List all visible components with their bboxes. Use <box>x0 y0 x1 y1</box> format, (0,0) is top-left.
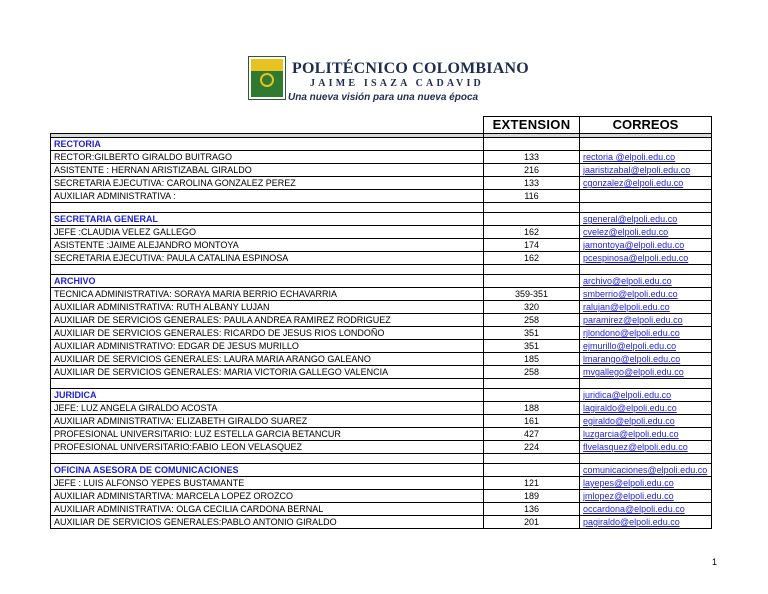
staff-email-link[interactable]: jamontoya@elpoli.edu.co <box>580 239 712 252</box>
staff-extension: 359-351 <box>484 288 580 301</box>
staff-extension: 224 <box>484 441 580 454</box>
section-extension <box>484 275 580 288</box>
table-row <box>51 190 712 203</box>
staff-extension: 258 <box>484 314 580 327</box>
section-row <box>51 275 712 288</box>
section-email-link[interactable]: comunicaciones@elpoli.edu.co <box>580 464 712 477</box>
staff-email-link[interactable]: jmlopez@elpoli.edu.co <box>580 490 712 503</box>
staff-email-link[interactable]: cvelez@elpoli.edu.co <box>580 226 712 239</box>
empty-cell <box>580 203 712 213</box>
empty-cell <box>51 379 484 389</box>
staff-email-link[interactable]: rectoria @elpoli.edu.co <box>580 151 712 164</box>
staff-email-link[interactable] <box>580 190 712 203</box>
section-extension <box>484 138 580 151</box>
table-row <box>51 503 712 516</box>
empty-cell <box>51 203 484 213</box>
staff-name: JEFE: LUZ ANGELA GIRALDO ACOSTA <box>51 402 484 415</box>
table-row <box>51 151 712 164</box>
empty-cell <box>51 454 484 464</box>
section-email-link[interactable] <box>580 138 712 151</box>
institution-logo-icon <box>248 56 286 100</box>
org-name: POLITÉCNICO COLOMBIANO <box>292 60 529 77</box>
staff-email-link[interactable]: layepes@elpoli.edu.co <box>580 477 712 490</box>
staff-extension: 201 <box>484 516 580 529</box>
table-row <box>51 441 712 454</box>
staff-email-link[interactable]: ralujan@elpoli.edu.co <box>580 301 712 314</box>
staff-name: AUXILIAR DE SERVICIOS GENERALES: RICARDO DE JESUS RIOS LONDOÑO <box>51 327 484 340</box>
staff-extension: 162 <box>484 252 580 265</box>
staff-extension: 162 <box>484 226 580 239</box>
staff-extension: 136 <box>484 503 580 516</box>
section-email-link[interactable]: juridica@elpoli.edu.co <box>580 389 712 402</box>
separator-row <box>51 379 712 389</box>
staff-name: AUXILIAR DE SERVICIOS GENERALES: PAULA ANDREA RAMIREZ RODRIGUEZ <box>51 314 484 327</box>
staff-extension: 174 <box>484 239 580 252</box>
staff-name: AUXILIAR ADMINISTRATIVA: OLGA CECILIA CARDONA BERNAL <box>51 503 484 516</box>
staff-email-link[interactable]: paramirez@elpoli.edu.co <box>580 314 712 327</box>
staff-extension: 161 <box>484 415 580 428</box>
section-title: SECRETARIA GENERAL <box>51 213 484 226</box>
section-row <box>51 464 712 477</box>
separator-row <box>51 203 712 213</box>
staff-name: PROFESIONAL UNIVERSITARIO: LUZ ESTELLA GARCIA BETANCUR <box>51 428 484 441</box>
separator-row <box>51 454 712 464</box>
staff-name: SECRETARIA EJECUTIVA: CAROLINA GONZALEZ PEREZ <box>51 177 484 190</box>
table-row <box>51 226 712 239</box>
table-row <box>51 428 712 441</box>
staff-email-link[interactable]: ejmurillo@elpoli.edu.co <box>580 340 712 353</box>
staff-extension: 116 <box>484 190 580 203</box>
table-row <box>51 177 712 190</box>
staff-extension: 320 <box>484 301 580 314</box>
table-row <box>51 353 712 366</box>
section-email-link[interactable]: sgeneral@elpoli.edu.co <box>580 213 712 226</box>
table-row <box>51 340 712 353</box>
section-title: JURIDICA <box>51 389 484 402</box>
section-row <box>51 138 712 151</box>
section-title: OFICINA ASESORA DE COMUNICACIONES <box>51 464 484 477</box>
separator-row <box>51 265 712 275</box>
section-title: ARCHIVO <box>51 275 484 288</box>
staff-name: JEFE : LUIS ALFONSO YEPES BUSTAMANTE <box>51 477 484 490</box>
staff-extension: 121 <box>484 477 580 490</box>
section-extension <box>484 213 580 226</box>
empty-cell <box>484 379 580 389</box>
section-extension <box>484 464 580 477</box>
staff-name: JEFE :CLAUDIA VELEZ GALLEGO <box>51 226 484 239</box>
directory-table <box>50 116 712 529</box>
staff-name: AUXILIAR ADMINISTRATIVA : <box>51 190 484 203</box>
empty-cell <box>580 379 712 389</box>
staff-email-link[interactable]: lagiraldo@elpoli.edu.co <box>580 402 712 415</box>
staff-extension: 133 <box>484 177 580 190</box>
staff-name: ASISTENTE : HERNAN ARISTIZABAL GIRALDO <box>51 164 484 177</box>
staff-extension: 189 <box>484 490 580 503</box>
staff-name: SECRETARIA EJECUTIVA: PAULA CATALINA ESPINOSA <box>51 252 484 265</box>
column-header-extension: EXTENSION <box>484 117 580 134</box>
staff-name: AUXILIAR ADMINISTARTIVA: MARCELA LOPEZ OROZCO <box>51 490 484 503</box>
staff-extension: 427 <box>484 428 580 441</box>
staff-name: AUXILIAR DE SERVICIOS GENERALES: LAURA MARIA ARANGO GALEANO <box>51 353 484 366</box>
staff-email-link[interactable]: rjlondono@elpoli.edu.co <box>580 327 712 340</box>
staff-email-link[interactable]: flvelasquez@elpoli.edu.co <box>580 441 712 454</box>
table-row <box>51 402 712 415</box>
staff-extension: 185 <box>484 353 580 366</box>
staff-email-link[interactable]: mvgallego@elpoli.edu.co <box>580 366 712 379</box>
table-row <box>51 366 712 379</box>
empty-cell <box>484 454 580 464</box>
staff-email-link[interactable]: occardona@elpoli.edu.co <box>580 503 712 516</box>
staff-email-link[interactable]: lmarango@elpoli.edu.co <box>580 353 712 366</box>
staff-name: TECNICA ADMINISTRATIVA: SORAYA MARIA BERRIO ECHAVARRIA <box>51 288 484 301</box>
table-row <box>51 301 712 314</box>
staff-extension: 188 <box>484 402 580 415</box>
empty-cell <box>51 265 484 275</box>
staff-extension: 133 <box>484 151 580 164</box>
document-header <box>248 54 529 106</box>
staff-name: AUXILIAR DE SERVICIOS GENERALES: MARIA VICTORIA GALLEGO VALENCIA <box>51 366 484 379</box>
table-row <box>51 314 712 327</box>
staff-email-link[interactable]: smberrio@elpoli.edu.co <box>580 288 712 301</box>
staff-extension: 351 <box>484 327 580 340</box>
table-row <box>51 490 712 503</box>
table-row <box>51 239 712 252</box>
table-row <box>51 327 712 340</box>
staff-name: PROFESIONAL UNIVERSITARIO:FABIO LEON VELASQUEZ <box>51 441 484 454</box>
table-row <box>51 415 712 428</box>
empty-cell <box>580 454 712 464</box>
staff-email-link[interactable]: jaaristizabal@elpoli.edu.co <box>580 164 712 177</box>
table-row <box>51 164 712 177</box>
empty-cell <box>484 265 580 275</box>
section-title: RECTORIA <box>51 138 484 151</box>
staff-email-link[interactable]: pcespinosa@elpoli.edu.co <box>580 252 712 265</box>
table-row <box>51 252 712 265</box>
staff-name: AUXILIAR ADMINISTRATIVA: RUTH ALBANY LUJAN <box>51 301 484 314</box>
staff-email-link[interactable]: egiraldo@elpoli.edu.co <box>580 415 712 428</box>
empty-cell <box>484 203 580 213</box>
section-row <box>51 389 712 402</box>
staff-extension: 216 <box>484 164 580 177</box>
table-row <box>51 288 712 301</box>
table-row <box>51 516 712 529</box>
org-slogan: Una nueva visión para una nueva época <box>288 92 479 103</box>
staff-name: RECTOR:GILBERTO GIRALDO BUITRAGO <box>51 151 484 164</box>
staff-name: AUXILIAR ADMINISTRATIVO: EDGAR DE JESUS MURILLO <box>51 340 484 353</box>
page-number: 1 <box>712 557 718 567</box>
staff-email-link[interactable]: cgonzalez@elpoli.edu.co <box>580 177 712 190</box>
staff-extension: 258 <box>484 366 580 379</box>
staff-email-link[interactable]: pagiraldo@elpoli.edu.co <box>580 516 712 529</box>
staff-email-link[interactable]: luzgarcia@elpoli.edu.co <box>580 428 712 441</box>
empty-cell <box>580 265 712 275</box>
org-subtitle: JAIME ISAZA CADAVID <box>310 78 484 89</box>
section-email-link[interactable]: archivo@elpoli.edu.co <box>580 275 712 288</box>
staff-name: ASISTENTE :JAIME ALEJANDRO MONTOYA <box>51 239 484 252</box>
section-extension <box>484 389 580 402</box>
header-row <box>51 117 712 134</box>
staff-name: AUXILIAR ADMINISTRATIVA: ELIZABETH GIRALDO SUAREZ <box>51 415 484 428</box>
column-header-correos: CORREOS <box>580 117 712 134</box>
staff-extension: 351 <box>484 340 580 353</box>
staff-name: AUXILIAR DE SERVICIOS GENERALES:PABLO ANTONIO GIRALDO <box>51 516 484 529</box>
section-row <box>51 213 712 226</box>
table-row <box>51 477 712 490</box>
